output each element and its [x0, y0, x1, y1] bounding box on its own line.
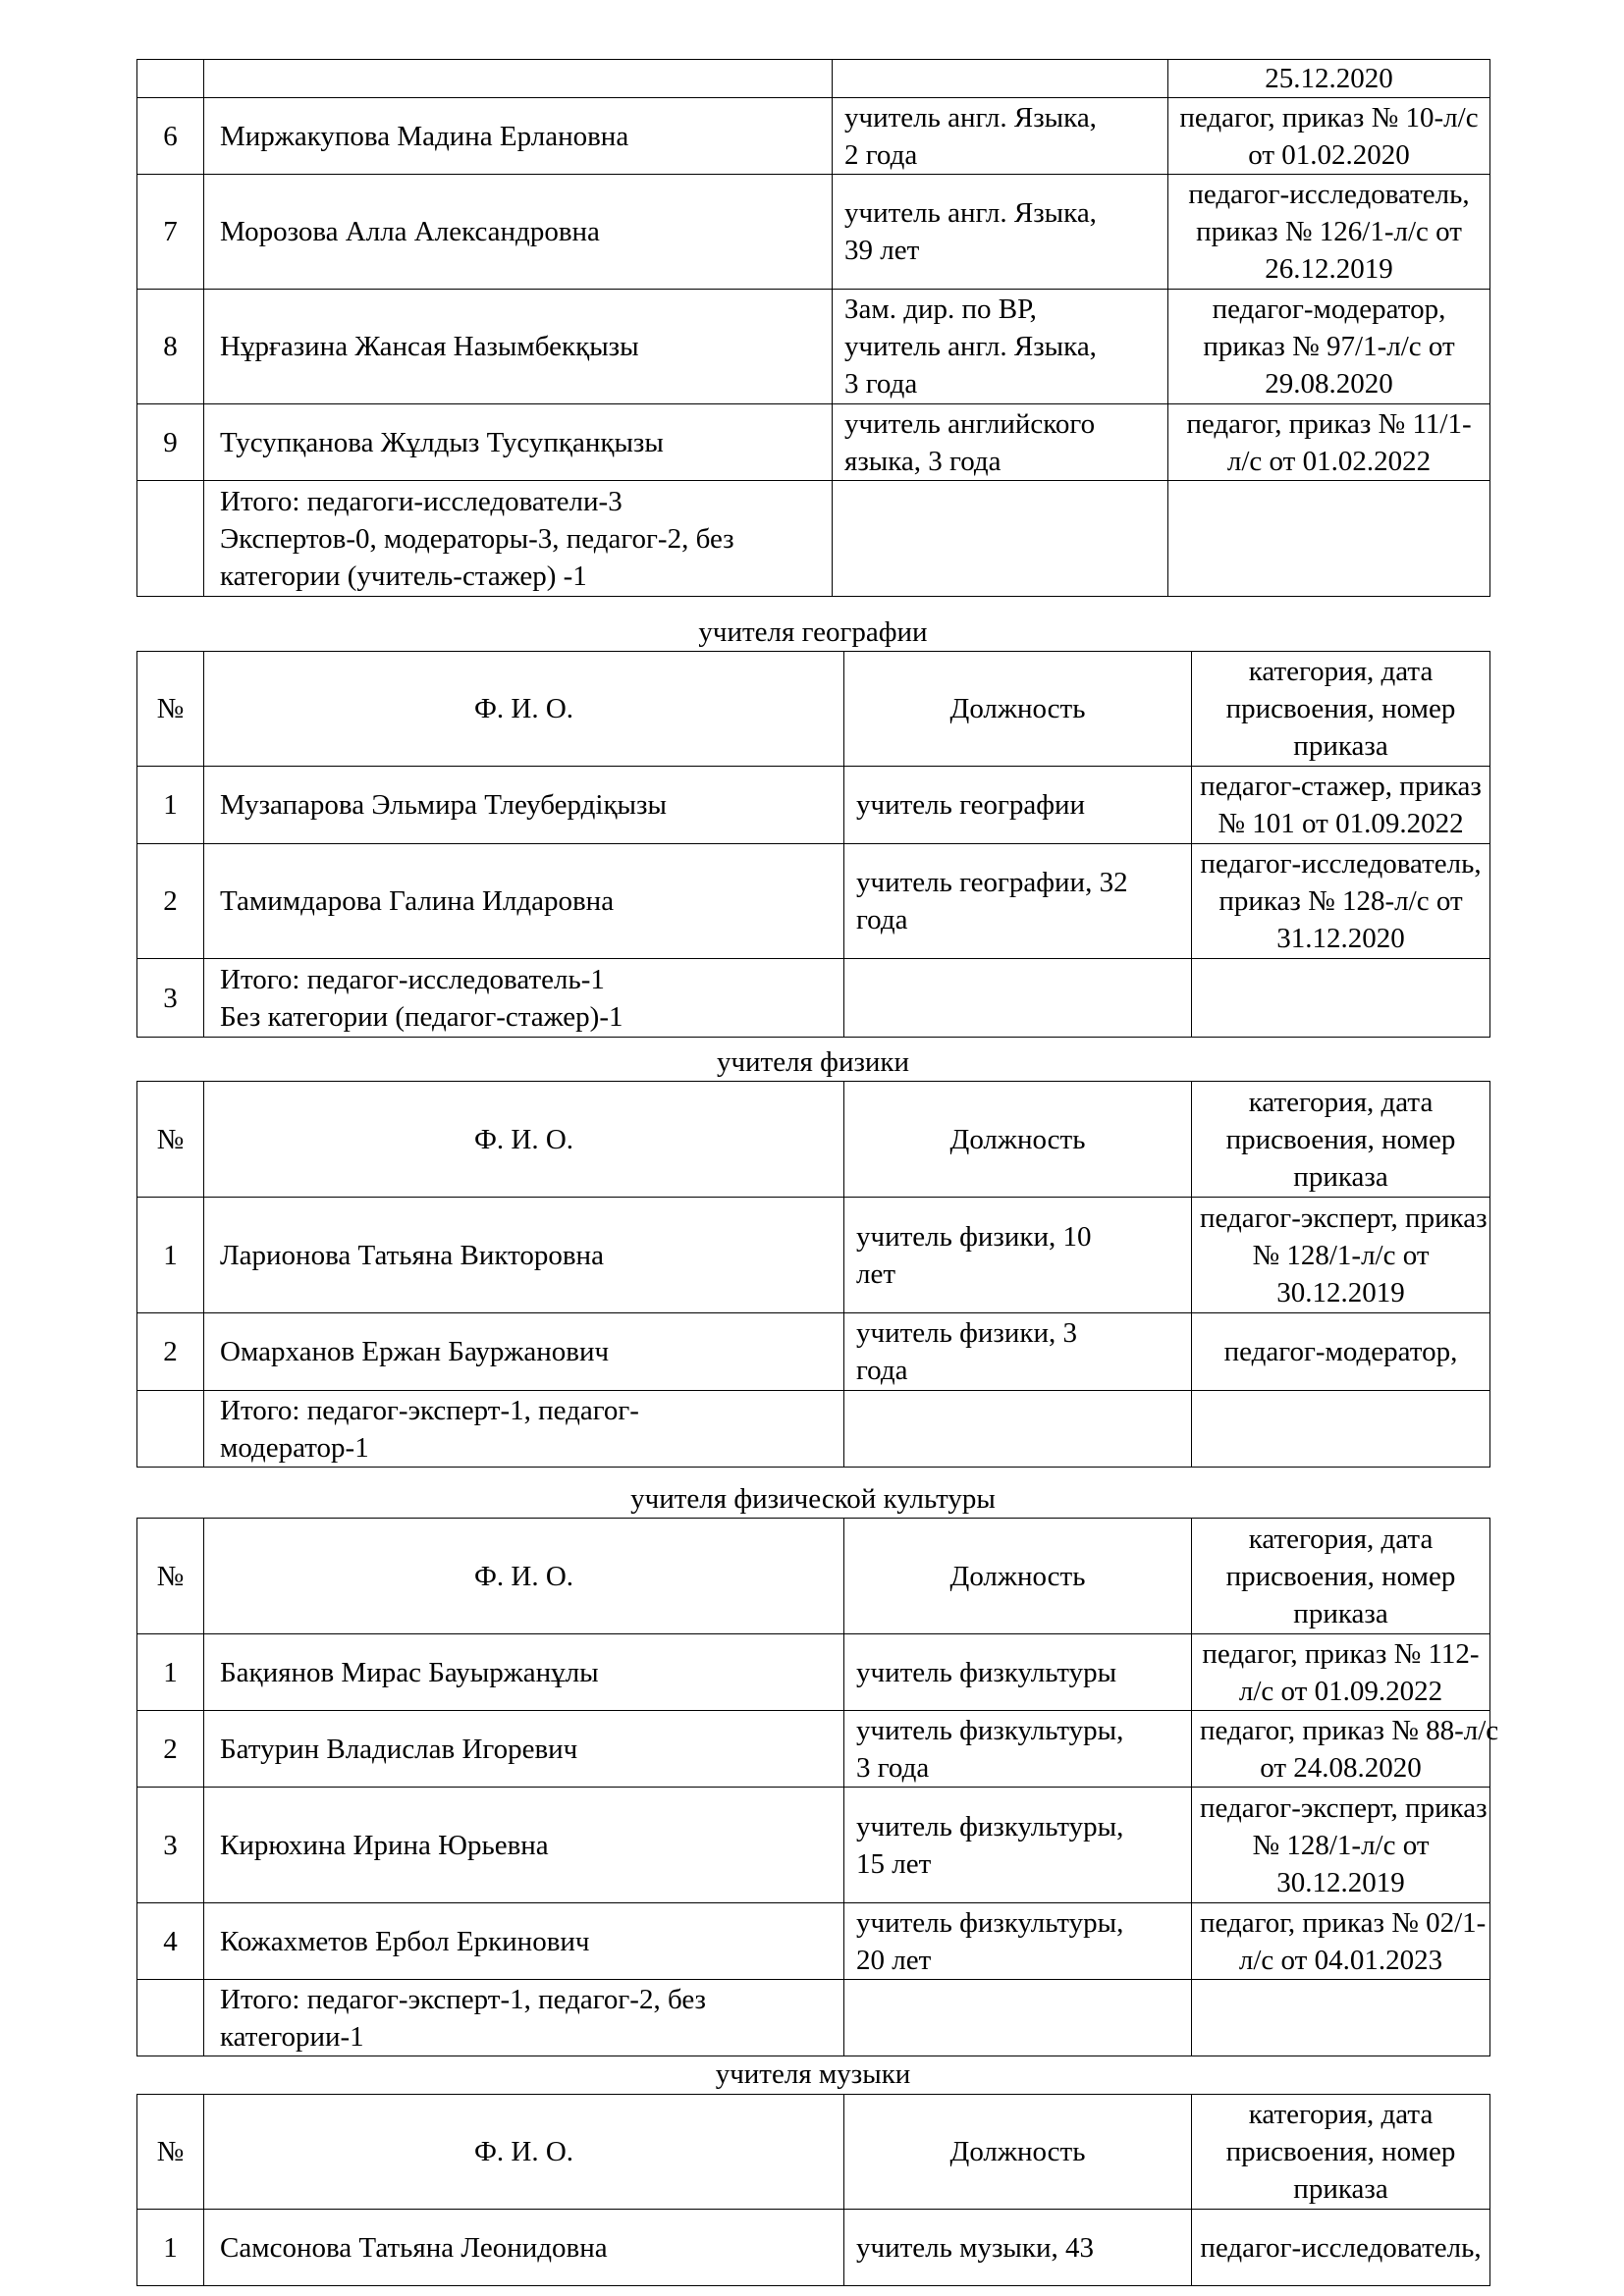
category-cell — [1168, 404, 1490, 481]
table-row — [137, 175, 1490, 290]
header-row — [137, 1519, 1490, 1634]
pe-teachers-table — [136, 1518, 1499, 2056]
category-cell — [1192, 959, 1490, 1038]
teacher-name-cell: Тамимдарова Галина Илдаровна — [204, 844, 844, 959]
header-category-line: приказа — [1293, 1160, 1388, 1193]
row-number-cell — [137, 1980, 204, 2056]
position-line: 2 года — [844, 138, 918, 171]
total-cell — [204, 1980, 844, 2056]
total-cell — [204, 959, 844, 1038]
row-number-cell: 1 — [137, 1634, 204, 1711]
category-cell — [1192, 1198, 1490, 1313]
category-cell — [1192, 767, 1490, 844]
header-fio: Ф. И. О. — [204, 652, 844, 767]
category-cell — [1192, 1391, 1490, 1468]
header-row — [137, 652, 1490, 767]
table-row — [137, 404, 1490, 481]
row-number-cell: 4 — [137, 1903, 204, 1980]
position-cell — [844, 1788, 1192, 1903]
total-row — [137, 1391, 1490, 1468]
section-title-physical-education: учителя физической культуры — [630, 1483, 996, 1515]
header-category-line: категория, дата — [1248, 1522, 1434, 1555]
position-cell — [844, 844, 1192, 959]
position-line: учитель англ. Языка, — [844, 197, 1097, 229]
category-line: педагог-эксперт, приказ — [1200, 1201, 1488, 1234]
teacher-name-cell: Кожахметов Ербол Еркинович — [204, 1903, 844, 1980]
english-teachers-table — [136, 59, 1490, 597]
position-line: учитель географии — [856, 789, 1086, 821]
header-position: Должность — [844, 2095, 1192, 2210]
position-cell — [833, 98, 1168, 175]
position-line: 39 лет — [844, 235, 920, 266]
header-category — [1192, 2095, 1490, 2210]
row-number-cell: 1 — [137, 2210, 204, 2286]
position-line: учитель англ. Языка, — [844, 101, 1097, 133]
total-row — [137, 959, 1490, 1038]
header-category-line: категория, дата — [1248, 2099, 1434, 2130]
category-line: педагог-исследователь, — [1188, 179, 1470, 210]
table-row — [137, 1198, 1490, 1313]
teacher-name-cell: Нұрғазина Жансая Назымбекқызы — [204, 290, 833, 404]
total-row — [137, 1980, 1490, 2056]
position-line: года — [856, 904, 908, 935]
row-number-cell: 6 — [137, 98, 204, 175]
header-number: № — [137, 652, 204, 767]
category-line: 25.12.2020 — [1265, 63, 1393, 94]
total-row — [137, 481, 1490, 597]
physics-teachers-table-block — [136, 1081, 1489, 1468]
position-line: лет — [856, 1257, 896, 1290]
position-cell — [844, 2210, 1192, 2286]
header-fio: Ф. И. О. — [204, 1082, 844, 1198]
category-line: 30.12.2019 — [1276, 1276, 1405, 1308]
category-line: педагог-эксперт, приказ — [1200, 1791, 1488, 1824]
row-number-cell — [137, 60, 204, 98]
header-category-line: присвоения, номер — [1225, 1560, 1456, 1592]
table-row — [137, 60, 1490, 98]
position-cell — [833, 404, 1168, 481]
position-cell — [844, 959, 1192, 1038]
category-cell — [1168, 98, 1490, 175]
table-row — [137, 1711, 1490, 1788]
section-title-physics: учителя физики — [716, 1046, 910, 1078]
row-number-cell: 2 — [137, 844, 204, 959]
table-row — [137, 2210, 1490, 2286]
position-line: учитель англ. Языка, — [844, 331, 1097, 362]
header-number: № — [137, 1519, 204, 1634]
position-cell — [844, 1391, 1192, 1468]
category-line: педагог, приказ № 02/1- — [1200, 1906, 1487, 1939]
header-category-line: приказа — [1293, 2173, 1388, 2205]
geography-teachers-table-block — [136, 651, 1489, 1038]
row-number-cell: 9 — [137, 404, 204, 481]
category-cell — [1168, 175, 1490, 290]
category-line: педагог-модератор, — [1212, 294, 1446, 325]
geography-teachers-table — [136, 651, 1490, 1038]
category-cell — [1192, 1788, 1490, 1903]
row-number-cell: 2 — [137, 1711, 204, 1788]
total-cell — [204, 1391, 844, 1468]
music-teachers-table-block — [136, 2094, 1489, 2286]
pe-teachers-table-block — [136, 1518, 1499, 2056]
header-category-line: присвоения, номер — [1225, 693, 1456, 724]
category-line: № 101 от 01.09.2022 — [1218, 808, 1464, 839]
position-line: 15 лет — [856, 1847, 932, 1880]
category-line: приказ № 97/1-л/с от — [1203, 331, 1455, 362]
position-cell — [844, 1711, 1192, 1788]
header-position: Должность — [844, 1519, 1192, 1634]
category-cell — [1168, 481, 1490, 597]
category-line: педагог, приказ № 112- — [1202, 1637, 1480, 1670]
teacher-name-cell: Музапарова Эльмира Тлеубердiқызы — [204, 767, 844, 844]
row-number-cell: 1 — [137, 767, 204, 844]
position-line: Зам. дир. по ВР, — [844, 294, 1037, 325]
position-line: учитель музыки, 43 — [856, 2231, 1094, 2264]
category-cell — [1192, 844, 1490, 959]
table-row — [137, 767, 1490, 844]
category-cell — [1168, 60, 1490, 98]
teacher-name-cell: Батурин Владислав Игоревич — [204, 1711, 844, 1788]
total-line: Без категории (педагог-стажер)-1 — [220, 1000, 623, 1033]
category-line: приказ № 128-л/с от — [1218, 885, 1463, 917]
position-cell — [844, 1634, 1192, 1711]
category-line: приказ № 126/1-л/с от — [1196, 216, 1462, 247]
teacher-name-cell — [204, 60, 833, 98]
header-row — [137, 1082, 1490, 1198]
english-teachers-table-block — [136, 59, 1489, 597]
position-line: учитель физкультуры, — [856, 1714, 1124, 1746]
category-line: № 128/1-л/с от — [1252, 1239, 1430, 1271]
category-line: л/с от 01.09.2022 — [1238, 1675, 1443, 1707]
header-category-line: категория, дата — [1248, 1086, 1434, 1118]
category-cell — [1168, 290, 1490, 404]
category-cell — [1192, 1634, 1490, 1711]
header-position: Должность — [844, 1082, 1192, 1198]
position-cell — [844, 1980, 1192, 2056]
category-cell — [1192, 2210, 1490, 2286]
table-row — [137, 1903, 1490, 1980]
category-line: от 24.08.2020 — [1260, 1751, 1422, 1784]
header-category-line: присвоения, номер — [1225, 1123, 1456, 1155]
teacher-name-cell: Ларионова Татьяна Викторовна — [204, 1198, 844, 1313]
teacher-name-cell: Кирюхина Ирина Юрьевна — [204, 1788, 844, 1903]
header-category-line: приказа — [1293, 730, 1388, 762]
category-cell — [1192, 1903, 1490, 1980]
row-number-cell: 8 — [137, 290, 204, 404]
category-line: 29.08.2020 — [1265, 368, 1393, 400]
section-title-geography: учителя географии — [698, 616, 928, 648]
position-cell — [844, 1313, 1192, 1391]
position-cell — [833, 290, 1168, 404]
table-row — [137, 98, 1490, 175]
row-number-cell — [137, 1391, 204, 1468]
total-line: модератор-1 — [220, 1431, 369, 1464]
category-line: 30.12.2019 — [1276, 1866, 1405, 1898]
category-cell — [1192, 1313, 1490, 1391]
position-cell — [844, 1903, 1192, 1980]
header-fio: Ф. И. О. — [204, 2095, 844, 2210]
position-line: учитель физкультуры, — [856, 1906, 1124, 1939]
position-line: учитель физики, 10 — [856, 1220, 1092, 1253]
row-number-cell: 3 — [137, 959, 204, 1038]
position-cell — [833, 481, 1168, 597]
position-cell — [844, 1198, 1192, 1313]
category-line: л/с от 04.01.2023 — [1238, 1944, 1443, 1976]
total-line: категории (учитель-стажер) -1 — [220, 560, 587, 592]
teacher-name-cell: Самсонова Татьяна Леонидовна — [204, 2210, 844, 2286]
total-line: Итого: педагог-эксперт-1, педагог- — [220, 1394, 639, 1426]
category-line: педагог-стажер, приказ — [1200, 771, 1482, 802]
category-line: педагог-исследователь, — [1200, 848, 1482, 880]
category-line: педагог, приказ № 11/1- — [1186, 407, 1472, 440]
row-number-cell: 7 — [137, 175, 204, 290]
header-position: Должность — [844, 652, 1192, 767]
header-row — [137, 2095, 1490, 2210]
total-line: Итого: педагог-эксперт-1, педагог-2, без — [220, 1983, 707, 2015]
teacher-name-cell: Бақиянов Мирас Бауыржанұлы — [204, 1634, 844, 1711]
header-category — [1192, 1082, 1490, 1198]
position-line: года — [856, 1355, 908, 1386]
position-line: учитель английского — [844, 407, 1096, 440]
category-line: 26.12.2019 — [1265, 253, 1393, 285]
category-line: л/с от 01.02.2022 — [1226, 445, 1432, 477]
category-line: педагог-модератор, — [1223, 1336, 1458, 1367]
row-number-cell: 3 — [137, 1788, 204, 1903]
position-line: 20 лет — [856, 1944, 932, 1976]
total-line: Экспертов-0, модераторы-3, педагог-2, без — [220, 522, 734, 555]
row-number-cell: 2 — [137, 1313, 204, 1391]
category-line: № 128/1-л/с от — [1252, 1829, 1430, 1861]
category-line: 31.12.2020 — [1276, 923, 1405, 954]
teacher-name-cell: Омарханов Ержан Бауржанович — [204, 1313, 844, 1391]
header-category — [1192, 1519, 1490, 1634]
header-number: № — [137, 2095, 204, 2210]
section-title-music: учителя музыки — [715, 2058, 911, 2090]
row-number-cell: 1 — [137, 1198, 204, 1313]
header-number: № — [137, 1082, 204, 1198]
category-line: от 01.02.2020 — [1248, 138, 1410, 171]
position-line: учитель физкультуры, — [856, 1810, 1124, 1842]
teacher-name-cell: Морозова Алла Александровна — [204, 175, 833, 290]
position-cell — [844, 767, 1192, 844]
table-row — [137, 1313, 1490, 1391]
category-line: педагог, приказ № 10-л/с — [1179, 101, 1479, 133]
table-row — [137, 1788, 1490, 1903]
category-line: педагог-исследователь, — [1200, 2231, 1482, 2264]
header-category-line: категория, дата — [1248, 656, 1434, 687]
position-line: 3 года — [844, 368, 918, 400]
table-row — [137, 1634, 1490, 1711]
category-cell — [1192, 1711, 1499, 1788]
position-cell — [833, 175, 1168, 290]
header-category-line: приказа — [1293, 1597, 1388, 1629]
category-line: педагог, приказ № 88-л/с — [1200, 1714, 1499, 1746]
header-category-line: присвоения, номер — [1225, 2136, 1456, 2167]
music-teachers-table — [136, 2094, 1490, 2286]
position-line: учитель физики, 3 — [856, 1317, 1077, 1349]
total-line: Итого: педагог-исследователь-1 — [220, 963, 605, 995]
header-fio: Ф. И. О. — [204, 1519, 844, 1634]
position-line: 3 года — [856, 1751, 930, 1784]
row-number-cell — [137, 481, 204, 597]
position-line: языка, 3 года — [844, 445, 1001, 477]
category-cell — [1192, 1980, 1490, 2056]
teacher-name-cell: Тусупқанова Жұлдыз Тусупқанқызы — [204, 404, 833, 481]
teacher-name-cell: Миржакупова Мадина Ерлановна — [204, 98, 833, 175]
total-line: Итого: педагоги-исследователи-3 — [220, 485, 623, 517]
position-line: учитель географии, 32 — [856, 867, 1128, 898]
total-line: категории-1 — [220, 2020, 364, 2053]
position-cell — [833, 60, 1168, 98]
table-row — [137, 844, 1490, 959]
physics-teachers-table — [136, 1081, 1490, 1468]
table-row — [137, 290, 1490, 404]
header-category — [1192, 652, 1490, 767]
position-line: учитель физкультуры — [856, 1656, 1117, 1688]
total-cell — [204, 481, 833, 597]
